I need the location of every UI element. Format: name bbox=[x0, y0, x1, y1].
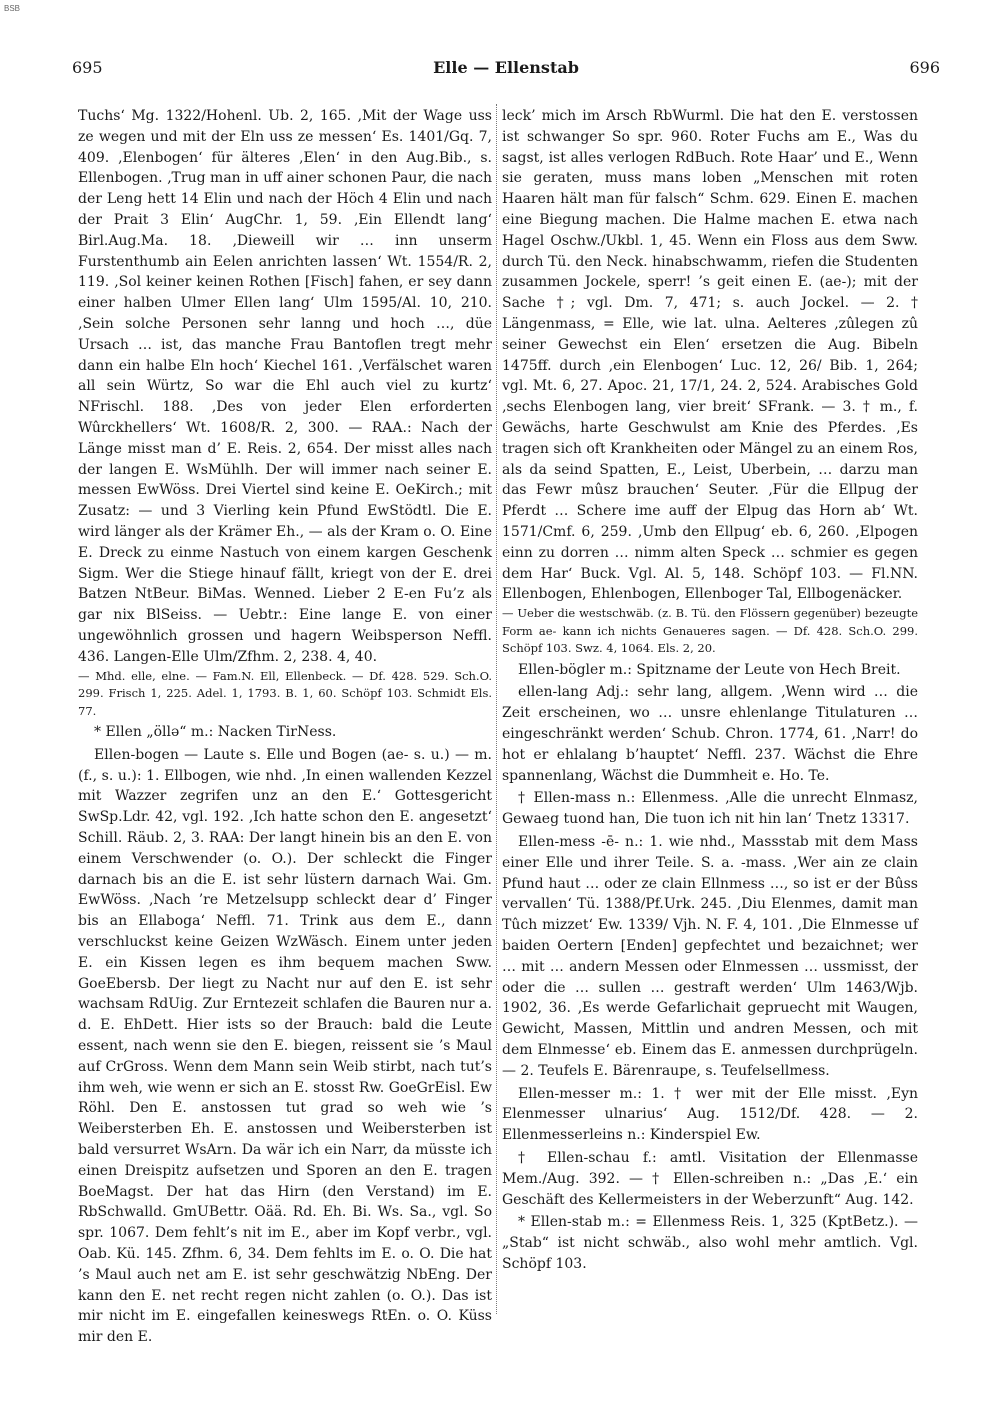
entry-ellen-lang: ellen-lang Adj.: sehr lang, allgem. ‚Wenn wird … die Zeit erscheinen, wo … unsre ehlenlange Titulaturen … eingeschränkt werden‘ Schub. Chron. 1774, 61. ‚Narr! do hot er ehlalang b’hauptet‘ Neffl. 237. Wächst die Ehre spannenlang, Wächst die Dummheit e. Ho. Te. bbox=[502, 684, 918, 784]
running-head: Elle — Ellenstab bbox=[433, 58, 579, 77]
continued-entry-text: Tuchs‘ Mg. 1322/Hohenl. Ub. 2, 165. ‚Mit der Wage uss ze wegen und mit der Eln uss ze messen‘ Es. 1401/Gq. 7, 409. ‚Elenbogen‘ für älteres ‚Elen‘ in den Aug.Bib., s. Ellenbogen. ‚Trug man in uff ainer schonen Paur, die nach der Leng hett 14 Elin und nach der Höch 4 Elin und nach der Prait 3 Elin‘ AugChr. 1, 59. ‚Ein Ellendt lang‘ Birl.Aug.Ma. 18. ‚Dieweill wir … inn unserm Furstenthumb ain Eelen anrichten lassen‘ Wt. 1554/R. 2, 119. ‚Sol keiner keinen Rothen [Fisch] fahen, er sey dann einer halben Ulmer Ellen lang‘ Ulm 1595/Al. 10, 210. ‚Sein solche Personen sehr lanng und hoch …, düe Ursach … ist, das manche Frau Bantoflen tregt mehr dann ein halbe Eln hoch‘ Kiechel 161. ‚Verfälschet waren all sein Würtz, So war die Ehl auch viel zu kurtz‘ NFrischl. 188. ‚Des von jeder Elen erforderten Wûrckhellers‘ Wt. 1608/R. 2, 300. — RAA.: Nach der Länge misst man d’ E. Reis. 2, 654. Der misst alles nach der langen E. WsMühlh. Der will immer nach seiner E. messen EwWöss. Drei Viertel sind keine E. OeKirch.; mit Zusatz: — und 3 Vierling kein Pfund EwStödtl. Die E. wird länger als der Krämer Eh., — als der Kram o. O. Eine E. Dreck zu einme Nastuch von einem kargen Geschenk Sigm. Wer die Stiege hinauf fällt, kriegt von der E. drei Batzen NtBeur. BiMas. Wenned. Lieber 2 E-en Fu’z als gar nix BlSeiss. — Uebtr.: Eine lange E. von einer ungewöhnlich grossen und hagern Weibsperson Neffl. 436. Langen-Elle Ulm/Zfhm. 2, 238. 4, 40. bbox=[78, 108, 492, 665]
page-number-right: 696 bbox=[909, 58, 940, 77]
page-header bbox=[72, 52, 940, 82]
right-column bbox=[502, 106, 918, 1336]
column-divider bbox=[496, 104, 497, 1314]
entry-ellen-nacken: * Ellen „öllə“ m.: Nacken TirNess. bbox=[94, 724, 337, 741]
left-column bbox=[78, 106, 492, 1346]
entry-ellen-messer: Ellen-messer m.: 1. † wer mit der Elle misst. ‚Eyn Elenmesser ulnarius‘ Aug. 1512/Df. 428. — 2. Ellenmesserleins n.: Kinderspiel Ew. bbox=[502, 1085, 918, 1144]
entry-ellen-boegler: Ellen-bögler m.: Spitzname der Leute von Hech Breit. bbox=[518, 661, 901, 678]
references-note: — Ueber die westschwäb. (z. B. Tü. den Flössern gegenüber) bezeugte Form ae- kann ich nichts Genaueres sagen. — Df. 428. Sch.O. 299. Schöpf 103. Swz. 4, 1064. Els. 2, 20. bbox=[502, 606, 918, 656]
entry-ellen-bogen: Ellen-bogen — Laute s. Elle und Bogen (ae- s. u.) — m. (f., s. u.): 1. Ellbogen, wie nhd. ‚In einen wallenden Kezzel mit Wazzer zegrifen unz an den E.‘ Gottesgericht SwSp.Ldr. 42, vgl. 192. ‚Ich hatte schon den E. angesetzt‘ Schill. Räub. 2, 3. RAA: Der langt hinein bis an den E. von einem Verschwender (o. O.). Der schleckt die Finger darnach bis an die E. ist sehr lüstern darnach Wai. Gm. EwWöss. ‚Nach ’re Metzelsupp schleckt dear d’ Finger bis an Ellaboga‘ Neffl. 71. Trink aus dem E., dann verschluckst keine Geizen WzWäsch. Einem unter jeden E. ein Kissen legen es ihm bequem machen Sww. GoeEbersb. Der liegt zu Nacht nur auf den E. ist sehr wachsam RdUig. Zur Erntezeit schlafen die Bauren nur a. d. E. EhDett. Hier ists so der Brauch: bald die Leute essent, nach wenn sie den E. biegen, reissent sie ’s Maul auf CrGross. Wenn dem Mann sein Weib stirbt, nach tut’s ihm weh, wie wenn er sich an E. stosst Rw. GoeGrEisl. Ew Röhl. Den E. anstossen tut grad so weh wie ’s Weibersterben Eh. E. anstossen und Weibersterben ist bald versurret WsArn. Da wär ich ein Narr, da müsste ich einen Dreispitz aufsetzen und Sporen an den E. tragen BoeMagst. Der hat das Hirn (den Verstand) im E. RbSchwalld. GmUBettr. Oää. Rd. Eh. Bi. Ws. Sa., vgl. So spr. 1067. Dem fehlt’s nit im E., aber im Kopf verbr., vgl. Oab. Kü. 145. Zfhm. 6, 34. Dem fehlts im E. o. O. Die hat ’s Maul auch net am E. ist sehr geschwätzig NbEng. Der kann den E. net recht regen nicht zahlen (o. O.). Das ist mir nicht im E. eingefallen keineswegs RtEn. o. O. Küss mir den E. bbox=[78, 746, 492, 1346]
entry-ellen-stab: * Ellen-stab m.: = Ellenmess Reis. 1, 325 (KptBetz.). — „Stab“ ist nicht schwäb., also wohl mehr amtlich. Vgl. Schöpf 103. bbox=[502, 1214, 918, 1272]
references-note: — Mhd. elle, elne. — Fam.N. Ell, Ellenbeck. — Df. 428. 529. Sch.O. 299. Frisch 1, 225. Adel. 1, 1793. B. 1, 60. Schöpf 103. Schmidt Els. 77. bbox=[78, 668, 492, 718]
entry-ellen-mass: † Ellen-mass n.: Ellenmess. ‚Alle die unrecht Elnmasz, Gewaeg tuond han, Die tuon ich nit hin lan‘ Tnetz 13317. bbox=[502, 790, 918, 828]
page-number-left: 695 bbox=[72, 58, 103, 77]
library-mark: BSB bbox=[4, 4, 21, 13]
entry-ellen-schau: † Ellen-schau f.: amtl. Visitation der Ellenmasse Mem./Aug. 392. — † Ellen-schreiben n.: „Das ‚E.‘ ein Geschäft des Kellermeisters in der Weberzunft“ Aug. 142. bbox=[502, 1149, 918, 1208]
entry-ellen-mess: Ellen-mess -ē- n.: 1. wie nhd., Massstab mit dem Mass einer Elle und ihrer Teile. S. a. -mass. ‚Wer ain ze clain Pfund haut … oder ze clain Ellnmess …, so ist er der Bûss vervallen‘ Tü. 1388/Pf.Urk. 245. ‚Diu Elenmes, damit man Tûch mizzet‘ Ew. 1339/ Vjh. N. F. 4, 101. ‚Die Elnmesse uf baiden Oertern [Enden] gepfechtet und bezaichnet; wer … mit … andern Messen oder Elnmessen … ussmisst, der oder die … sullen … gestraft werden‘ Ulm 1463/Wjb. 1902, 36. ‚Es werde Gefarlichait gepruecht mit Waugen, Gewicht, Massen, Mittlin und andren Messen, och mit dem Elnmesse‘ eb. Einem das E. anmessen durchprügeln. — 2. Teufels E. Bärenraupe, s. Teufelsellmess. bbox=[502, 834, 918, 1079]
continued-entry-text: leck’ mich im Arsch RbWurml. Die hat den E. verstossen ist schwanger So spr. 960. Roter Fuchs am E., Was du sagst, ist alles verlogen RdBuch. Rote Haar’ und E., Wenn sie geraten, muss mans loben „Menschen mit roten Haaren hält man für falsch“ Schm. 629. Einen E. machen eine Biegung machen. Die Halme machen E. etwa nach Hagel Oschw./Ukbl. 1, 45. Wenn ein Floss aus dem Sww. durch Tü. den Neck. hinabschwamm, riefen die Studenten zusammen Jockele, sperr! ’s geit einen E. (ae-); mit der Sache †; vgl. Dm. 7, 471; s. auch Jockel. — 2. † Längenmass, = Elle, wie lat. ulna. Aelteres ‚zûlegen zû seiner Gewechst ein Elen‘ ersetzen die Aug. Bibeln 1475ff. durch ‚ein Elenbogen‘ Luc. 12, 26/ Bib. 1, 264; vgl. Mt. 6, 27. Apoc. 21, 17/1, 24. 2, 524. Arabisches Gold ‚sechs Elenbogen lang, vier breit‘ SFrank. — 3. † m., f. Gewächs, harte Geschwulst am Knie des Pferdes. ‚Es tragen sich oft Krankheiten oder Mängel zu an einem Ros, als da seind Spatten, E., Leist, Uberbein, … darzu man das Fewr mûsz brauchen‘ Seuter. ‚Für die Ellpug der Pferdt … Schere ime auff der Elpug das Horn ab‘ Wt. 1571/Cmf. 6, 259. ‚Umb den Ellpug‘ eb. 6, 260. ‚Elpogen einn zu dorren … nimm alten Speck … schmier es gegen dem Har‘ Buck. Vgl. Al. 5, 148. Schöpf 103. — Fl.NN. Ellenbogen, Ehlenbogen, Ellenboger Tal, Ellbogenäcker. bbox=[502, 108, 918, 603]
